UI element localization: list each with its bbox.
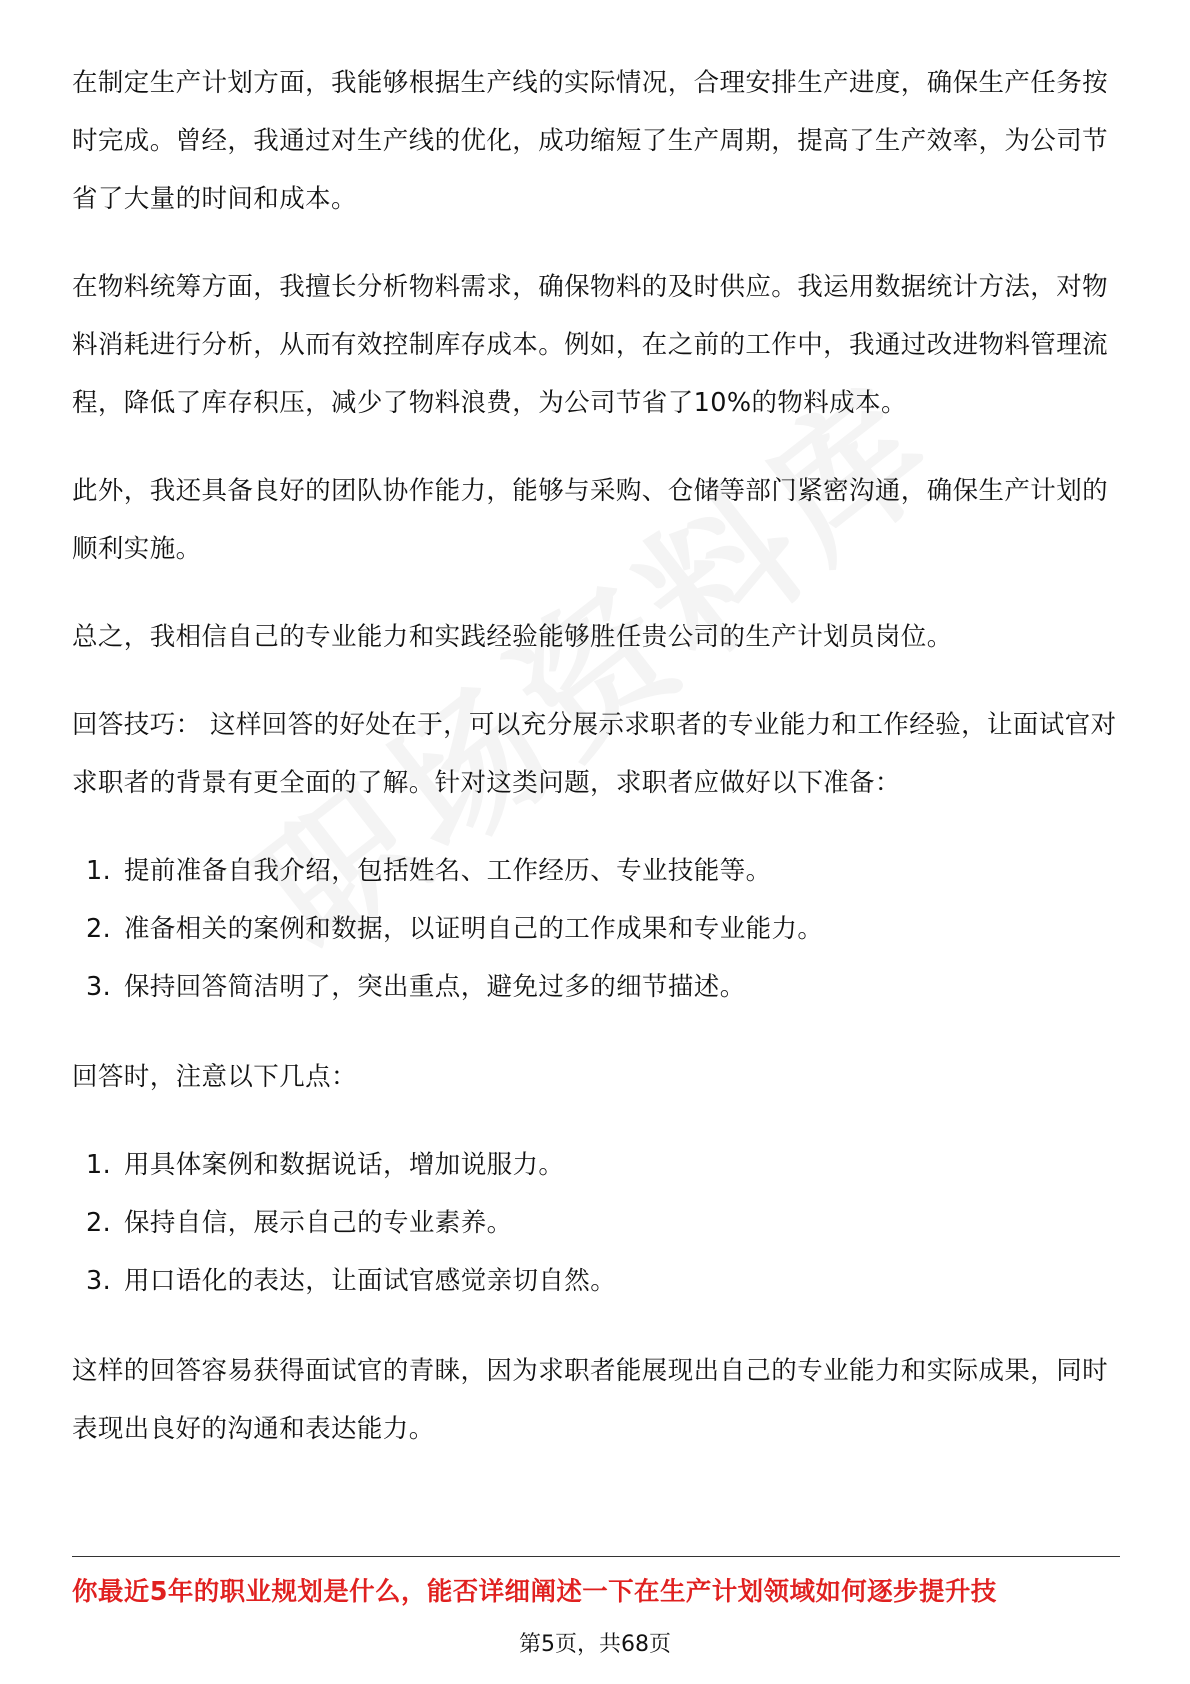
list-text: 保持回答简洁明了，突出重点，避免过多的细节描述。 [124, 972, 746, 1002]
list-item [72, 842, 1122, 900]
list-number: 1. [86, 856, 112, 886]
list-text: 保持自信，展示自己的专业素养。 [124, 1208, 513, 1238]
list-text: 准备相关的案例和数据，以证明自己的工作成果和专业能力。 [124, 914, 824, 944]
list-text: 用具体案例和数据说话，增加说服力。 [124, 1150, 565, 1180]
list-item [72, 1252, 1122, 1310]
list-number: 2. [86, 1208, 112, 1238]
next-question-heading: 你最近5年的职业规划是什么，能否详细阐述一下在生产计划领域如何逐步提升技 [72, 1577, 997, 1607]
list-text: 提前准备自我介绍，包括姓名、工作经历、专业技能等。 [124, 856, 772, 886]
list-number: 2. [86, 914, 112, 944]
paragraph-summary: 总之，我相信自己的专业能力和实践经验能够胜任贵公司的生产计划员岗位。 [72, 622, 953, 652]
list-text: 用口语化的表达，让面试官感觉亲切自然。 [124, 1266, 617, 1296]
list-item [72, 1136, 1122, 1194]
paragraph-material-planning: 在物料统筹方面，我擅长分析物料需求，确保物料的及时供应。我运用数据统计方法，对物料消耗进行分析，从而有效控制库存成本。例如，在之前的工作中，我通过改进物料管理流程，降低了库存积压，减少了物料浪费，为公司节省了10%的物料成本。 [72, 272, 1109, 418]
page-content [72, 54, 1122, 1488]
list-number: 3. [86, 1266, 112, 1296]
list-item [72, 958, 1122, 1016]
page-number: 第5页，共68页 [519, 1632, 671, 1657]
list-number: 1. [86, 1150, 112, 1180]
paragraph-answer-tips: 回答技巧： 这样回答的好处在于，可以充分展示求职者的专业能力和工作经验，让面试官对求职者的背景有更全面的了解。针对这类问题，求职者应做好以下准备： [72, 710, 1117, 798]
notice-heading: 回答时，注意以下几点： [72, 1062, 357, 1092]
notice-list [72, 1136, 1122, 1310]
list-item [72, 900, 1122, 958]
prep-list [72, 842, 1122, 1016]
divider [72, 1556, 1120, 1557]
list-number: 3. [86, 972, 112, 1002]
paragraph-closing: 这样的回答容易获得面试官的青睐，因为求职者能展现出自己的专业能力和实际成果，同时表现出良好的沟通和表达能力。 [72, 1356, 1109, 1444]
paragraph-teamwork: 此外，我还具备良好的团队协作能力，能够与采购、仓储等部门紧密沟通，确保生产计划的顺利实施。 [72, 476, 1109, 564]
paragraph-production-planning: 在制定生产计划方面，我能够根据生产线的实际情况，合理安排生产进度，确保生产任务按时完成。曾经，我通过对生产线的优化，成功缩短了生产周期，提高了生产效率，为公司节省了大量的时间和成本。 [72, 68, 1109, 214]
list-item [72, 1194, 1122, 1252]
